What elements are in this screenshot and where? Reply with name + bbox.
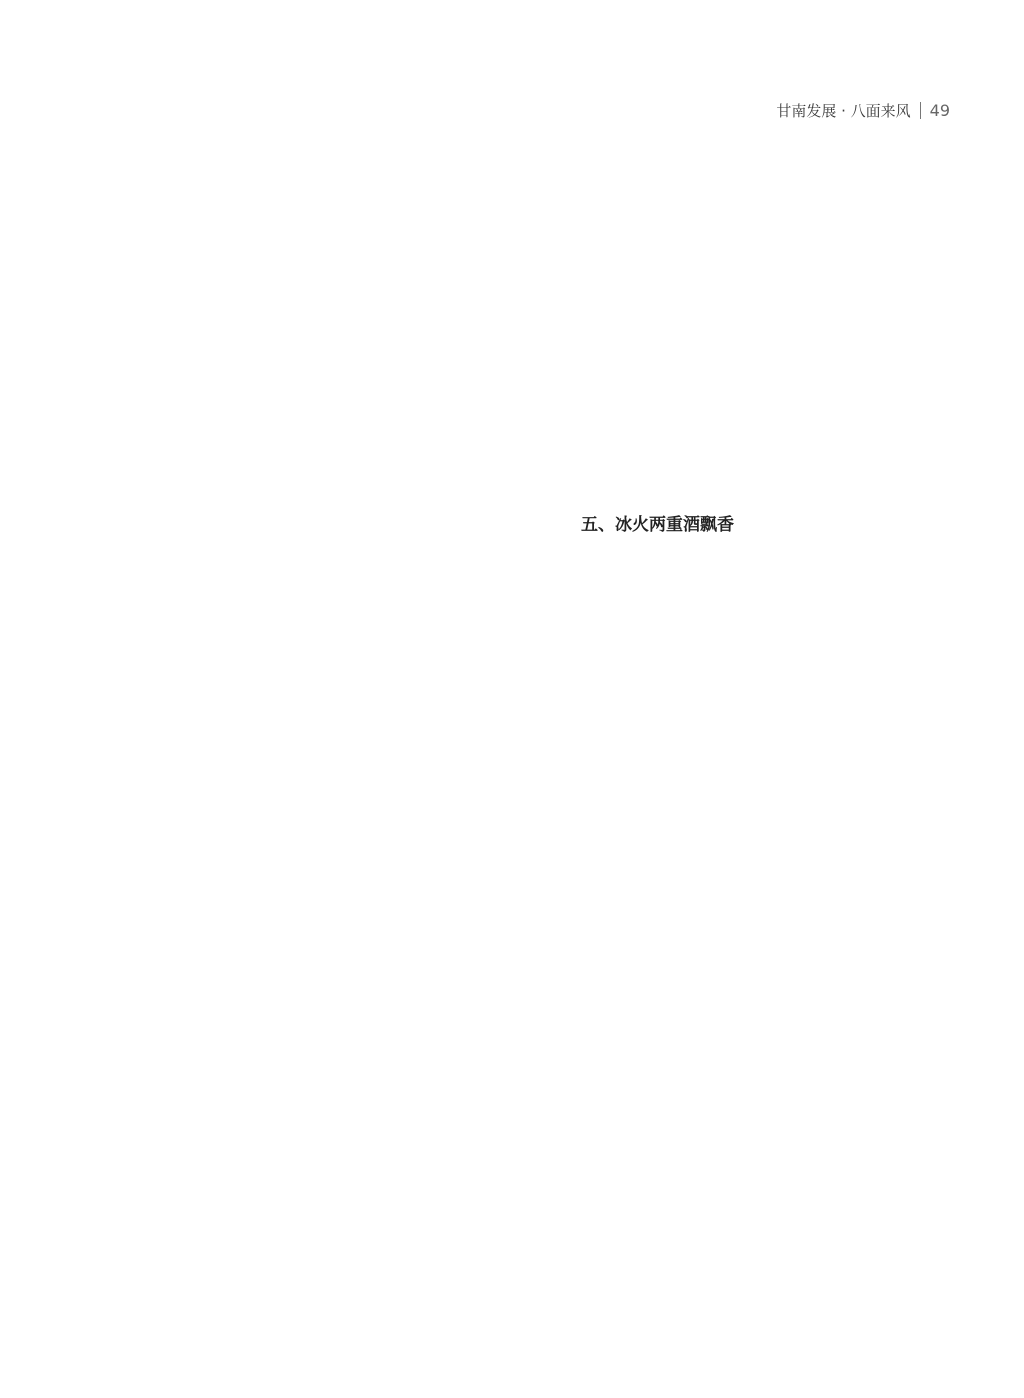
running-head	[776, 100, 950, 121]
section-title: 甘南发展 · 八面来风	[776, 102, 911, 120]
page-number: 49	[929, 101, 950, 120]
section-heading: 五、冰火两重酒飘香	[581, 515, 734, 535]
header-divider	[920, 102, 921, 119]
left-column	[136, 158, 512, 1328]
right-column	[547, 158, 923, 1328]
